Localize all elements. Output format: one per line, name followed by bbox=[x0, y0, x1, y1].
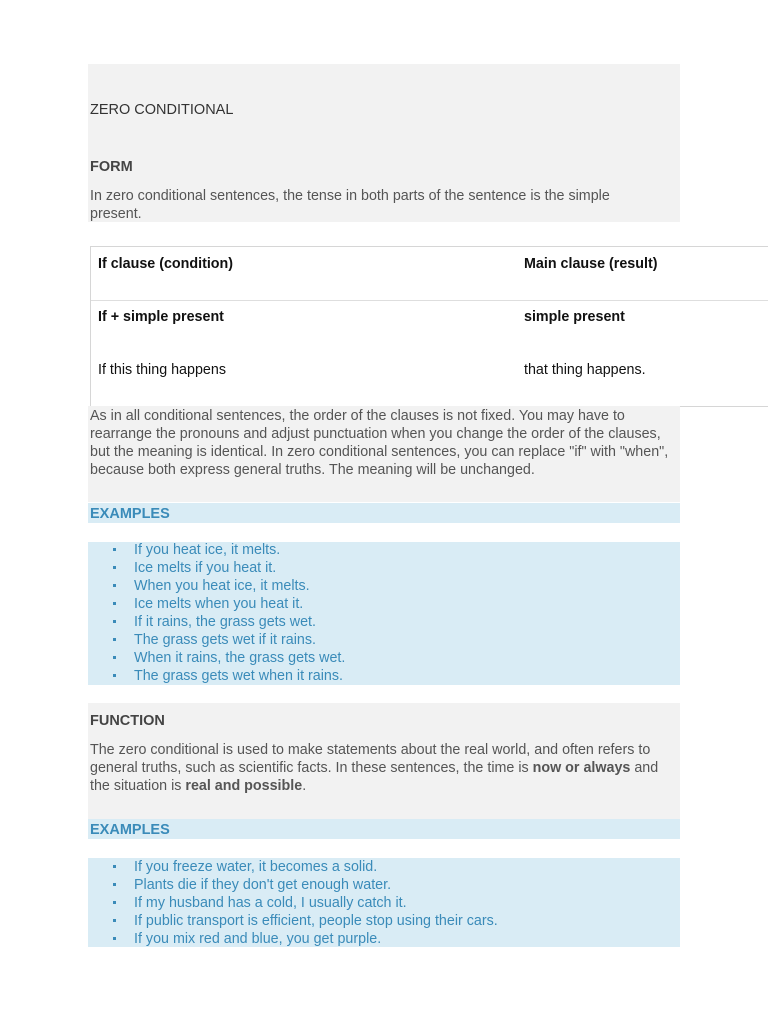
table-header-cell: Main clause (result) bbox=[524, 256, 658, 272]
example-text: The grass gets wet when it rains. bbox=[134, 668, 343, 684]
example-text: If public transport is efficient, people stop using their cars. bbox=[134, 913, 498, 929]
function-emphasis: real and possible bbox=[185, 778, 303, 794]
bullet-icon bbox=[113, 674, 116, 677]
bullet-icon bbox=[113, 584, 116, 587]
example-item bbox=[88, 876, 680, 894]
bullet-icon bbox=[113, 656, 116, 659]
bullet-icon bbox=[113, 638, 116, 641]
example-item bbox=[88, 930, 680, 948]
table-header-cell: If clause (condition) bbox=[98, 256, 234, 272]
example-item bbox=[88, 541, 680, 559]
example-item bbox=[88, 577, 680, 595]
bullet-icon bbox=[113, 566, 116, 569]
example-text: If my husband has a cold, I usually catch it. bbox=[134, 895, 407, 911]
bullet-icon bbox=[113, 937, 116, 940]
bullet-icon bbox=[113, 919, 116, 922]
form-heading: FORM bbox=[90, 159, 133, 175]
function-text-part: and the situation is bbox=[90, 760, 659, 794]
example-item bbox=[88, 613, 680, 631]
example-text: If you freeze water, it becomes a solid. bbox=[134, 859, 378, 875]
conditional-table bbox=[90, 246, 768, 407]
example-text: Ice melts if you heat it. bbox=[134, 560, 277, 576]
example-item bbox=[88, 595, 680, 613]
example-item bbox=[88, 667, 680, 685]
examples-list bbox=[88, 858, 680, 948]
example-item bbox=[88, 631, 680, 649]
function-text-part: . bbox=[302, 778, 307, 794]
examples-heading: EXAMPLES bbox=[90, 822, 170, 838]
example-text: If it rains, the grass gets wet. bbox=[134, 614, 316, 630]
examples-heading: EXAMPLES bbox=[90, 506, 170, 522]
examples-heading-bar bbox=[88, 503, 680, 523]
example-text: When you heat ice, it melts. bbox=[134, 578, 310, 594]
example-text: Plants die if they don't get enough water. bbox=[134, 877, 392, 893]
bullet-icon bbox=[113, 602, 116, 605]
bullet-icon bbox=[113, 901, 116, 904]
form-intro: In zero conditional sentences, the tense in both parts of the sentence is the simple present. bbox=[90, 188, 610, 222]
example-item bbox=[88, 559, 680, 577]
table-divider bbox=[91, 300, 768, 301]
page-title: ZERO CONDITIONAL bbox=[90, 102, 234, 118]
bullet-icon bbox=[113, 548, 116, 551]
function-emphasis: now or always bbox=[532, 760, 631, 776]
function-text bbox=[90, 741, 678, 795]
example-text: If you heat ice, it melts. bbox=[134, 542, 281, 558]
examples-heading-bar bbox=[88, 819, 680, 839]
example-item bbox=[88, 649, 680, 667]
examples-list bbox=[88, 541, 680, 685]
example-item bbox=[88, 858, 680, 876]
example-item bbox=[88, 894, 680, 912]
table-cell: If this thing happens bbox=[98, 362, 226, 378]
table-cell: simple present bbox=[524, 309, 625, 325]
example-text: If you mix red and blue, you get purple. bbox=[134, 931, 382, 947]
function-text-part: The zero conditional is used to make statements about the real world, and often refers to general truths, such as scientific facts. In these sentences, the time is bbox=[90, 742, 651, 776]
bullet-icon bbox=[113, 865, 116, 868]
bullet-icon bbox=[113, 883, 116, 886]
example-text: When it rains, the grass gets wet. bbox=[134, 650, 346, 666]
bullet-icon bbox=[113, 620, 116, 623]
example-text: The grass gets wet if it rains. bbox=[134, 632, 316, 648]
example-text: Ice melts when you heat it. bbox=[134, 596, 304, 612]
example-item bbox=[88, 912, 680, 930]
function-heading: FUNCTION bbox=[90, 713, 165, 729]
table-cell: that thing happens. bbox=[524, 362, 646, 378]
clause-order-note: As in all conditional sentences, the order of the clauses is not fixed. You may have to rearrange the pronouns and adjust punctuation when you change the order of the clauses, but the meaning is identical. In zero conditional sentences, you can replace "if" with "when", because both express general truths. The meaning will be unchanged. bbox=[90, 408, 669, 478]
table-cell: If + simple present bbox=[98, 309, 224, 325]
